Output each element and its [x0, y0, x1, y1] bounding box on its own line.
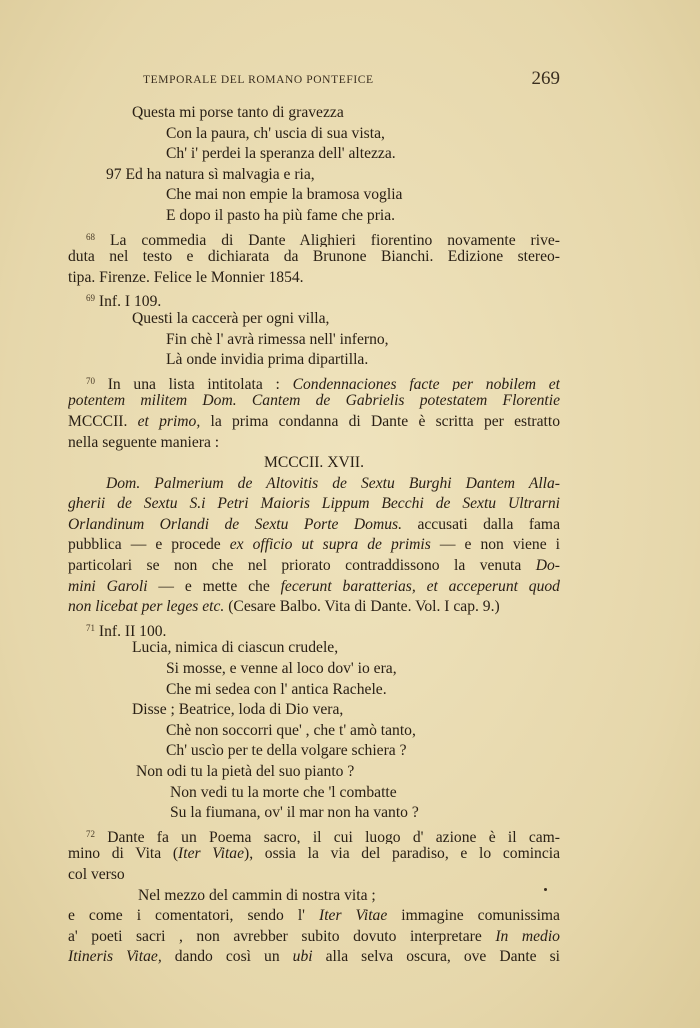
verse-line: Nel mezzo del cammin di nostra vita ;: [138, 886, 376, 904]
latin-text: Orlandinum Orlandi de Sextu Porte Domus.: [68, 515, 402, 533]
footnote-text-line: [68, 474, 560, 495]
page-number: 269: [531, 68, 560, 89]
citation: (Cesare Balbo. Vita di Dante. Vol. I cap. 9.): [228, 598, 500, 616]
latin-text: Iter Vitae: [178, 845, 244, 863]
latin-text: et primo,: [137, 412, 201, 430]
verse-line: E dopo il pasto ha più fame che pria.: [166, 206, 396, 224]
footnote-text-line: [68, 906, 560, 927]
latin-text: ubi: [292, 948, 313, 966]
latin-text: gherii de Sextu S.i Petri Maioris Lippum Becchi de Sextu Ultrarni: [68, 495, 560, 513]
latin-text: mini Garoli: [68, 577, 148, 595]
verse-line: Che mai non empie la bramosa voglia: [166, 186, 403, 204]
verse-line: Si mosse, e venne al loco dov' io era,: [166, 660, 397, 678]
footnote-68: [68, 227, 560, 248]
footnote-text: MCCCII.: [68, 412, 128, 430]
footnote-text: — e non viene i: [439, 536, 560, 554]
footnote-marker: 69: [86, 293, 95, 304]
footnote-text: dando così un: [174, 948, 280, 966]
verse-line: Con la paura, ch' uscia di sua vista,: [166, 124, 385, 142]
verse-line: Su la fiumana, ov' il mar non ha vanto ?: [170, 804, 419, 822]
footnote-text: Inf. I 109.: [98, 293, 162, 311]
verse-line: Fin chè l' avrà rimessa nell' inferno,: [166, 330, 389, 348]
footnote-text: Inf. II 100.: [98, 622, 167, 640]
footnote-text-line: [68, 947, 560, 968]
footnote-text-line: [68, 927, 560, 948]
footnote-text-line: [68, 556, 560, 577]
footnote-text-line: tipa. Firenze. Felice le Monnier 1854.: [68, 268, 304, 286]
verse-line: Là onde invidia prima dipartilla.: [166, 351, 369, 369]
footnote-text-line: [68, 597, 560, 618]
verse-line: Questi la caccerà per ogni villa,: [132, 309, 330, 327]
latin-text: Dom. Palmerium de Altovitis de Sextu Burghi Dantem Alla-: [106, 474, 560, 492]
footnote-text: mino di Vita (: [68, 845, 179, 863]
latin-text: non licebat per leges etc.: [68, 598, 225, 616]
latin-title: potentem militem Dom. Cantem de Gabrielis potestatem Florentie: [68, 392, 560, 410]
footnote-text: a' poeti sacri , non avrebber subito dovuto interpretare: [68, 927, 482, 945]
running-title: TEMPORALE DEL ROMANO PONTEFICE: [143, 74, 374, 86]
latin-text: ex officio ut supra de primis: [229, 536, 431, 554]
footnote-marker: 71: [86, 622, 95, 633]
footnote-text-line: [68, 535, 560, 556]
ink-speck: [544, 888, 547, 891]
footnote-text: la prima condanna di Dante è scritta per estratto: [210, 412, 560, 430]
document-heading: MCCCII. XVII.: [263, 454, 365, 472]
footnote-marker: 68: [86, 231, 95, 242]
footnote-text: pubblica — e procede: [68, 536, 221, 554]
latin-text: In medio: [495, 927, 560, 945]
footnote-71: [68, 618, 560, 639]
footnote-text-line: [68, 515, 560, 536]
footnote-text: accusati dalla fama: [417, 515, 560, 533]
footnote-text: — e mette che: [158, 577, 270, 595]
footnote-marker: 72: [86, 828, 95, 839]
footnote-text: La commedia di Dante Alighieri fiorentino novamente rive-: [109, 231, 560, 248]
footnote-text-line: [68, 577, 560, 598]
verse-line: Chè non soccorri que' , che t' amò tanto,: [166, 721, 416, 739]
footnote-text-line: [68, 844, 560, 865]
footnote-text: alla selva oscura, ove Dante si: [325, 948, 560, 966]
footnote-text-line: nella seguente maniera :: [68, 433, 220, 451]
latin-text: Do-: [535, 557, 560, 575]
footnote-text-line: col verso: [68, 865, 125, 883]
verse-line: Non odi tu la pietà del suo pianto ?: [136, 763, 355, 780]
footnote-69: [68, 288, 560, 309]
footnote-text: In una lista intitolata :: [107, 375, 280, 392]
footnote-text: ), ossia la via del paradiso, e lo comincia: [244, 845, 560, 863]
verse-line: Questa mi porse tanto di gravezza: [132, 104, 344, 121]
verse-line: Disse ; Beatrice, loda di Dio vera,: [132, 701, 344, 719]
footnote-text-line: duta nel testo e dichiarata da Brunone Bianchi. Edizione stereo-: [68, 248, 560, 266]
latin-text: fecerunt baratterias, et acceperunt quod: [280, 577, 560, 595]
verse-line: Ch' i' perdei la speranza dell' altezza.: [166, 145, 396, 163]
verse-line: 97 Ed ha natura sì malvagia e ria,: [106, 165, 315, 183]
footnote-text: particolari se non che nel priorato contraddissono la venuta: [68, 557, 522, 575]
verse-line: Che mi sedea con l' antica Rachele.: [166, 680, 387, 698]
footnote-70: [68, 371, 560, 392]
latin-text: Itineris Vitae,: [68, 948, 162, 966]
footnote-marker: 70: [86, 375, 95, 386]
footnote-72: [68, 824, 560, 845]
page-body: [68, 103, 560, 968]
verse-line: Non vedi tu la morte che 'l combatte: [170, 783, 397, 801]
footnote-text: immagine comunissima: [401, 907, 560, 925]
footnote-text-line: [68, 494, 560, 515]
footnote-text-line: [68, 391, 560, 412]
verse-line: Lucia, nimica di ciascun crudele,: [132, 639, 339, 657]
latin-title: Condennaciones facte per nobilem et: [292, 375, 560, 392]
footnote-text: e come i comentatori, sendo l': [68, 907, 305, 925]
footnote-text-line: [68, 412, 560, 433]
latin-text: Iter Vitae: [319, 907, 388, 925]
verse-line: Ch' uscìo per te della volgare schiera ?: [166, 742, 407, 760]
footnote-text: Dante fa un Poema sacro, il cui luogo d' azione è il cam-: [107, 828, 560, 845]
